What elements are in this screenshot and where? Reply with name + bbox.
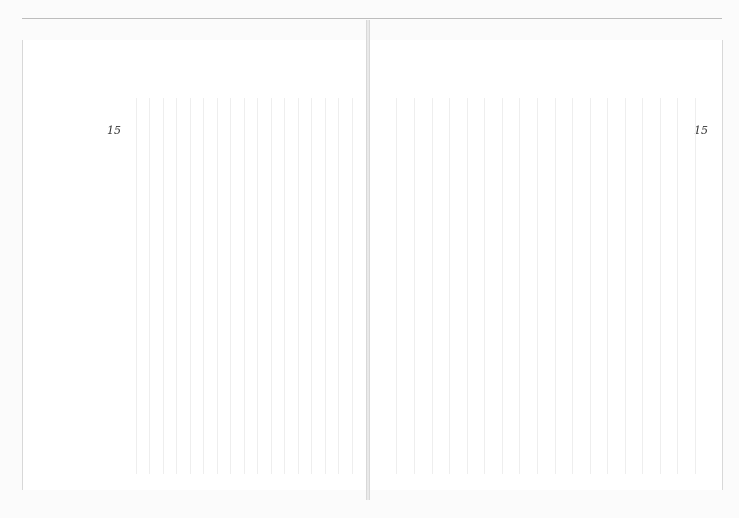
text-column [485,98,503,474]
text-column [164,98,178,474]
text-column [177,98,191,474]
text-column [538,98,556,474]
text-column [245,98,259,474]
text-column [433,98,451,474]
text-column [643,98,661,474]
text-column [591,98,609,474]
text-column [556,98,574,474]
text-column [415,98,433,474]
text-column [608,98,626,474]
text-column [150,98,164,474]
text-column [380,98,398,474]
text-column [299,98,313,474]
text-column [661,98,679,474]
text-column [218,98,232,474]
text-column [339,98,353,474]
text-column [137,98,151,474]
text-column [468,98,486,474]
right-page-text-columns [380,98,696,474]
left-page-text-columns [123,98,353,474]
text-column [326,98,340,474]
left-page-number: 15 [107,124,121,137]
text-column [626,98,644,474]
right-page [370,40,723,490]
book-top-edge [22,18,722,19]
text-column [503,98,521,474]
text-column [191,98,205,474]
text-column [397,98,415,474]
text-column [123,98,137,474]
text-column [520,98,538,474]
text-column [285,98,299,474]
text-column [573,98,591,474]
right-page-number: 15 [694,124,708,137]
text-column [312,98,326,474]
text-column [231,98,245,474]
text-column [678,98,696,474]
text-column [272,98,286,474]
text-column [450,98,468,474]
text-column [204,98,218,474]
left-page [22,40,367,490]
text-column [258,98,272,474]
